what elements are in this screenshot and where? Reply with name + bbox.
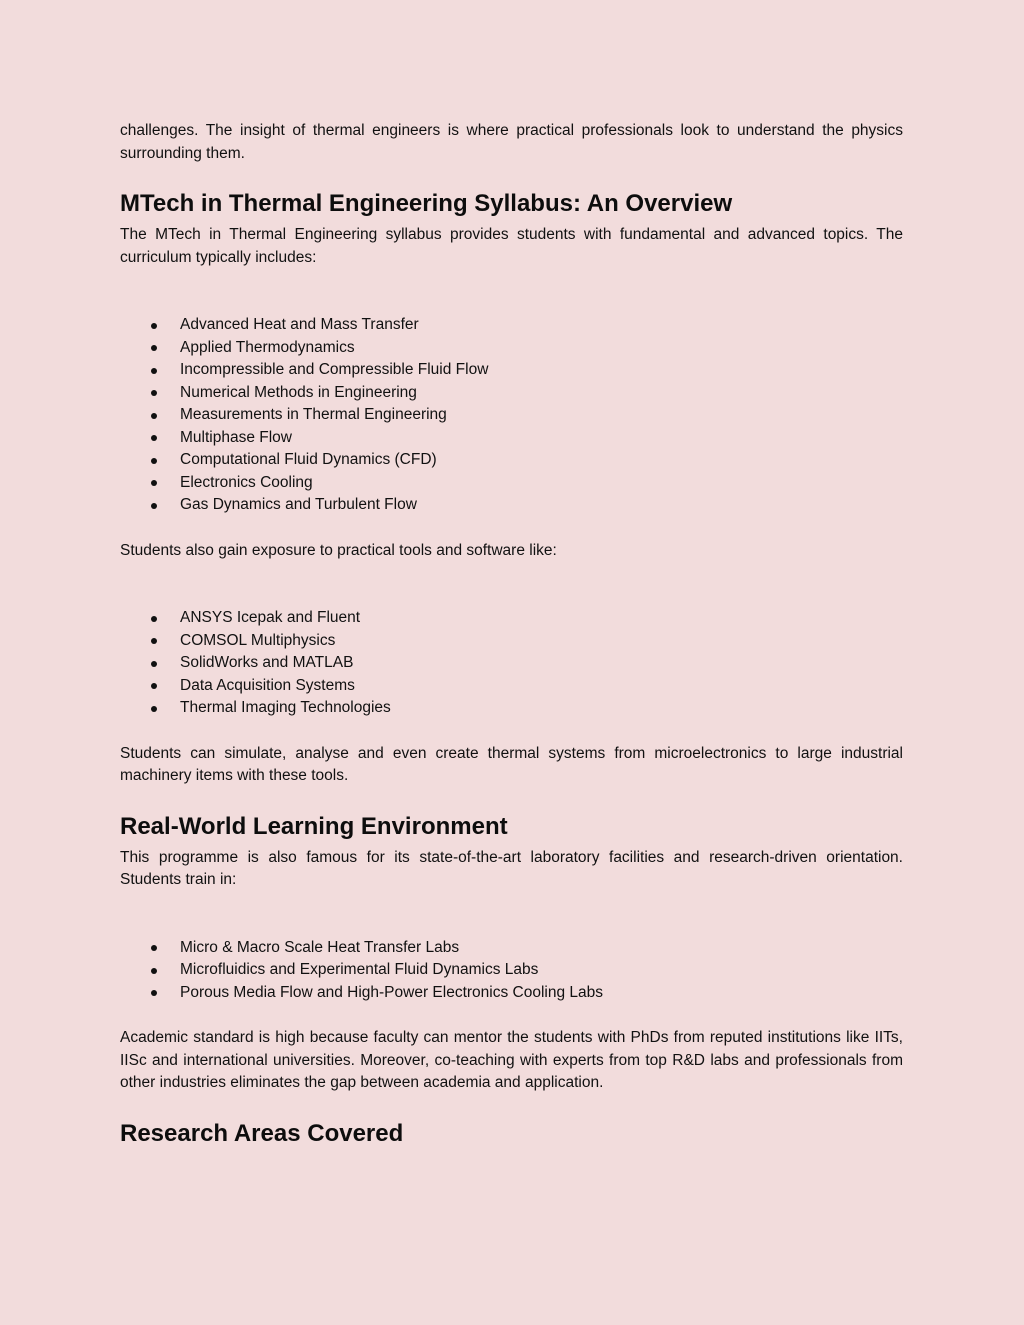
bullet-icon <box>151 480 157 486</box>
list-item: Incompressible and Compressible Fluid Flow <box>120 359 903 382</box>
environment-closing-paragraph: Academic standard is high because faculty can mentor the students with PhDs from reputed institutions like IITs, IISc and international universities. Moreover, co-teaching with experts from top R&D labs and professionals from other industries eliminates the gap between academia and application. <box>120 1029 903 1091</box>
page-content <box>120 120 903 1150</box>
tools-list <box>120 607 903 720</box>
list-item: Thermal Imaging Technologies <box>120 697 903 720</box>
bullet-icon <box>151 945 157 951</box>
bullet-icon <box>151 503 157 509</box>
bullet-icon <box>151 638 157 644</box>
bullet-icon <box>151 458 157 464</box>
bullet-icon <box>151 661 157 667</box>
environment-heading: Real-World Learning Environment <box>120 812 508 840</box>
list-item: Gas Dynamics and Turbulent Flow <box>120 494 903 517</box>
bullet-icon <box>151 683 157 689</box>
tools-intro-paragraph: Students also gain exposure to practical tools and software like: <box>120 541 557 559</box>
list-item: Multiphase Flow <box>120 427 903 450</box>
list-item: COMSOL Multiphysics <box>120 630 903 653</box>
labs-list <box>120 937 903 1005</box>
list-item: Measurements in Thermal Engineering <box>120 404 903 427</box>
list-item: Advanced Heat and Mass Transfer <box>120 314 903 337</box>
bullet-icon <box>151 390 157 396</box>
list-item: Electronics Cooling <box>120 472 903 495</box>
list-item: Numerical Methods in Engineering <box>120 382 903 405</box>
list-item: Microfluidics and Experimental Fluid Dynamics Labs <box>120 959 903 982</box>
list-item: Applied Thermodynamics <box>120 337 903 360</box>
research-heading: Research Areas Covered <box>120 1119 404 1147</box>
syllabus-closing-paragraph: Students can simulate, analyse and even create thermal systems from microelectronics to large industrial machinery items with these tools. <box>120 744 903 784</box>
bullet-icon <box>151 990 157 996</box>
bullet-icon <box>151 616 157 622</box>
environment-intro-paragraph: This programme is also famous for its state-of-the-art laboratory facilities and research-driven orientation. Students train in: <box>120 848 903 888</box>
bullet-icon <box>151 706 157 712</box>
bullet-icon <box>151 323 157 329</box>
list-item: SolidWorks and MATLAB <box>120 652 903 675</box>
bullet-icon <box>151 368 157 374</box>
list-item: Micro & Macro Scale Heat Transfer Labs <box>120 937 903 960</box>
bullet-icon <box>151 968 157 974</box>
list-item: Computational Fluid Dynamics (CFD) <box>120 449 903 472</box>
syllabus-heading: MTech in Thermal Engineering Syllabus: An Overview <box>120 190 733 217</box>
list-item: ANSYS Icepak and Fluent <box>120 607 903 630</box>
syllabus-intro-paragraph: The MTech in Thermal Engineering syllabus provides students with fundamental and advanced topics. The curriculum typically includes: <box>120 226 903 266</box>
bullet-icon <box>151 413 157 419</box>
list-item: Porous Media Flow and High-Power Electronics Cooling Labs <box>120 982 903 1005</box>
bullet-icon <box>151 345 157 351</box>
bullet-icon <box>151 435 157 441</box>
intro-continuation-paragraph: challenges. The insight of thermal engineers is where practical professionals look to understand the physics surrounding them. <box>120 122 903 162</box>
syllabus-topics-list <box>120 314 903 517</box>
list-item: Data Acquisition Systems <box>120 675 903 698</box>
